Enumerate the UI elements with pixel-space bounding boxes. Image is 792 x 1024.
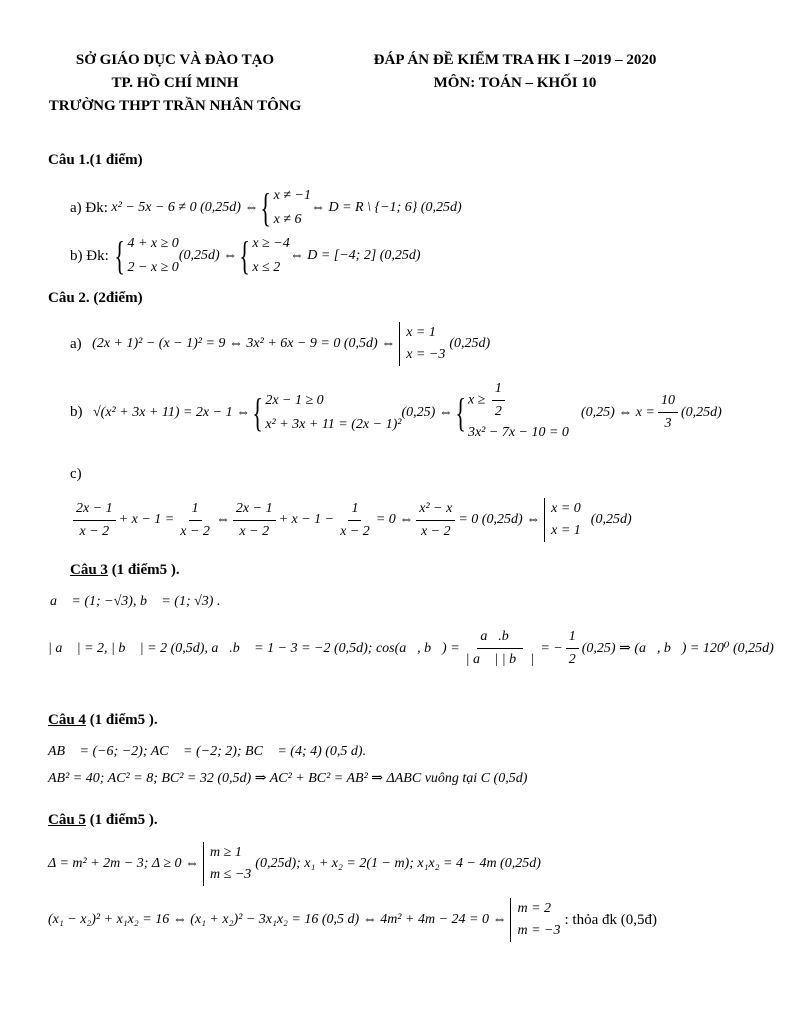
q1a-system-row: x ≠ −1 [273, 188, 311, 203]
q3-text: | a⃗ | = 2, | b⃗ | = 2 (0,5d), a⃗.b⃗ = 1 − 3 = −2 (0,5d); cos(a⃗, b⃗) = [48, 640, 460, 656]
brace-icon: { [260, 185, 272, 230]
q2a-solution-row: x = −3 [406, 347, 446, 362]
q5-solution-set [510, 898, 560, 942]
q2c-solution-set [544, 498, 581, 542]
school-name: TRƯỜNG THPT TRẦN NHÂN TÔNG [48, 98, 302, 114]
brace-icon: { [114, 233, 126, 278]
question-2b [70, 380, 722, 445]
q2b-fraction-half [492, 380, 505, 421]
brace-icon: { [239, 233, 251, 278]
q5-condition-row: m ≤ −3 [210, 867, 252, 882]
fraction-numerator: 1 [492, 380, 505, 401]
q2c-text: = 0 (0,25d) ⇔ [458, 512, 541, 527]
q3-text: = − [540, 640, 563, 656]
fraction-numerator: 10 [658, 392, 678, 413]
q2c-text: + x − 1 − [278, 512, 335, 527]
question-5-title: Câu 5 [48, 812, 86, 828]
q5-text: (0,25d); x₁ + x₂ = 2(1 − m); x₁x₂ = 4 − 4m (0,25d) [255, 856, 541, 871]
question-3-points: (1 điểm5 ). [107, 562, 180, 578]
q1a-expr: x² − 5x − 6 ≠ 0 (0,25d) ⇔ [111, 200, 259, 215]
fraction-denominator: 2 [494, 404, 502, 419]
q2b-system-row: x² + 3x + 11 = (2x − 1)² [265, 416, 402, 432]
q5-condition-row: m ≥ 1 [210, 845, 242, 860]
q2c-fraction [177, 500, 213, 541]
q5-conclusion: : thỏa đk (0,5đ) [564, 911, 657, 928]
q2b-system-row: 3x² − 7x − 10 = 0 [467, 425, 569, 440]
q1a-system-row: x ≠ 6 [273, 212, 302, 227]
brace-icon: { [455, 389, 466, 435]
q3-vectors: a⃗ = (1; −√3), b⃗ = (1; √3) . [50, 594, 221, 609]
fraction-denominator: x − 2 [420, 523, 451, 539]
q2a-expr: (2x + 1)² − (x − 1)² = 9 ⇔ 3x² + 6x − 9 = 0 (0,5d) ⇔ [92, 336, 396, 351]
q2b-system-row [468, 380, 569, 421]
q3-fraction [566, 628, 579, 669]
question-5-heading [48, 812, 158, 829]
fraction-numerator: 1 [348, 500, 361, 521]
fraction-denominator: 3 [664, 416, 672, 431]
exam-subject: MÔN: TOÁN – KHỐI 10 [433, 75, 597, 91]
q5-solution-row: m = −3 [517, 923, 561, 938]
exam-title: ĐÁP ÁN ĐỀ KIỂM TRA HK I –2019 – 2020 [373, 52, 657, 68]
q4-vectors: AB⃗ = (−6; −2); AC⃗ = (−2; 2); BC⃗ = (4; 4) (0,5 d). [48, 744, 367, 759]
q1b-system-2 [252, 232, 289, 280]
q2b-mid: (0,25) ⇔ [401, 404, 453, 420]
fraction-denominator: x − 2 [340, 523, 370, 539]
q2b-answer-fraction [658, 392, 678, 433]
q1b-system-row: 4 + x ≥ 0 [127, 236, 179, 251]
q2c-text: ⇔ [215, 512, 230, 527]
department-line-2: TP. HỒ CHÍ MINH [111, 75, 239, 91]
q2b-system-row: 2x − 1 ≥ 0 [265, 392, 324, 408]
question-2a [70, 322, 490, 366]
q2b-label: b) [70, 404, 83, 420]
question-1-title: Câu 1.(1 điểm) [48, 152, 143, 168]
q1b-system-row: x ≤ 2 [252, 260, 281, 275]
fraction-denominator: x − 2 [79, 523, 110, 539]
question-5-points: (1 điểm5 ). [85, 812, 158, 828]
question-4-points: (1 điểm5 ). [85, 712, 158, 728]
q2c-fraction [233, 500, 276, 541]
fraction-denominator: 2 [568, 652, 576, 667]
q2c-text: = 0 ⇔ [375, 512, 414, 527]
fraction-denominator: | a⃗ | | b⃗ | [465, 652, 535, 667]
q5-text: (x₁ − x₂)² + x₁x₂ = 16 ⇔ (x₁ + x₂)² − 3x₁x₂ = 16 (0,5 d) ⇔ 4m² + 4m − 24 = 0 ⇔ [48, 912, 507, 927]
q1a-result: ⇔ D = R \ {−1; 6} (0,25d) [311, 200, 462, 215]
fraction-numerator: a⃗.b⃗ [477, 628, 522, 649]
q1b-label: b) Đk: [70, 247, 109, 264]
q2c-fraction [416, 500, 455, 541]
q1b-system-row: 2 − x ≥ 0 [127, 260, 179, 275]
fraction-denominator: x − 2 [180, 523, 210, 539]
q2b-ineq-left: x ≥ [467, 392, 486, 408]
fraction-numerator: 1 [566, 628, 579, 649]
q1b-result: ⇔ D = [−4; 2] (0,25d) [289, 248, 421, 263]
question-3-title: Câu 3 [70, 562, 108, 578]
q2c-label: c) [70, 466, 82, 482]
q3-solution [48, 628, 774, 669]
q1b-system-row: x ≥ −4 [252, 236, 290, 251]
q2b-expr: √(x² + 3x + 11) = 2x − 1 ⇔ [93, 404, 251, 420]
q2c-fraction [337, 500, 373, 541]
question-1a [70, 184, 462, 232]
q2c-solution-row: x = 0 [551, 501, 581, 516]
fraction-numerator: 2x − 1 [73, 500, 116, 521]
q2b-tail: (0,25) ⇔ x = [580, 404, 655, 420]
q2a-solution-set [399, 322, 445, 366]
q2c-points: (0,25d) [590, 512, 632, 527]
q2a-points: (0,25d) [449, 336, 491, 351]
fraction-numerator: x² − x [416, 500, 455, 521]
q2b-system-1 [265, 389, 401, 437]
q5-solution-row: m = 2 [517, 901, 552, 916]
q1b-system-1 [127, 232, 178, 280]
brace-icon: { [252, 389, 263, 435]
q1a-system [274, 184, 311, 232]
q5-discriminant [48, 842, 541, 886]
q5-text: Δ = m² + 2m − 3; Δ ≥ 0 ⇔ [48, 856, 200, 871]
q3-text: (0,25) ⇒ (a⃗, b⃗) = 120⁰ (0,25d) [581, 641, 774, 656]
question-3-heading [70, 562, 180, 579]
question-4-title: Câu 4 [48, 712, 86, 728]
question-2-title: Câu 2. (2điểm) [48, 290, 143, 306]
question-4-heading [48, 712, 158, 729]
q5-condition-set [203, 842, 251, 886]
q1a-label: a) Đk: [70, 199, 108, 216]
q2a-solution-row: x = 1 [406, 325, 436, 340]
q2c-fraction [73, 500, 116, 541]
q2c-solution-row: x = 1 [551, 523, 581, 538]
q2b-points: (0,25d) [680, 404, 722, 420]
question-1b [70, 232, 421, 280]
q2b-system-2 [468, 380, 569, 445]
q2c-text: + x − 1 = [118, 512, 175, 527]
fraction-numerator: 1 [189, 500, 202, 521]
q2a-label: a) [70, 335, 82, 352]
q5-solution [48, 898, 657, 942]
q1b-mid: (0,25d) ⇔ [178, 248, 238, 263]
department-line-1: SỞ GIÁO DỤC VÀ ĐÀO TẠO [75, 52, 275, 68]
question-2c [70, 498, 632, 542]
fraction-denominator: x − 2 [239, 523, 270, 539]
q4-conclusion: AB² = 40; AC² = 8; BC² = 32 (0,5d) ⇒ AC² + BC² = AB² ⇒ ΔABC vuông tại C (0,5d) [48, 771, 528, 786]
fraction-numerator: 2x − 1 [233, 500, 276, 521]
q3-fraction [463, 628, 538, 669]
